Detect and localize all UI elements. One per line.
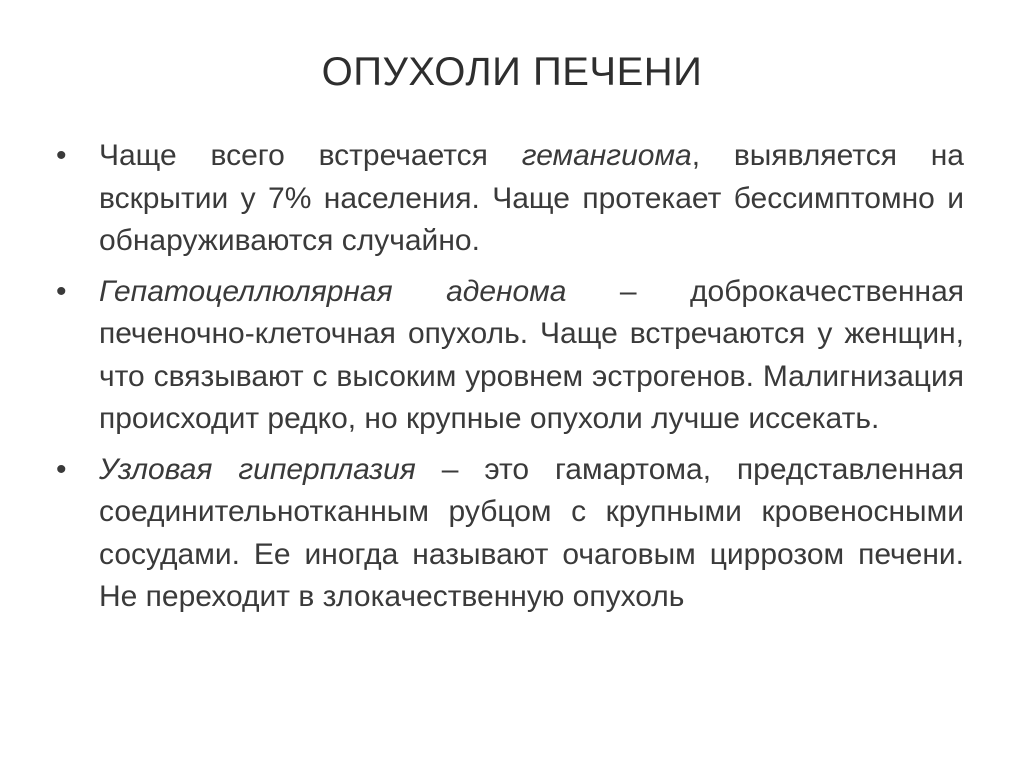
bullet-item-hemangioma	[52, 135, 964, 263]
bullet-marker: •	[56, 274, 67, 308]
bullet-item-nodular-hyperplasia	[52, 449, 964, 619]
bullet-body-text: – доброкачественная печеночно-клеточная опухоль. Чаще встречаются у женщин, что связывают с высоким уровнем эстрогенов. Малигнизация происходит редко, но крупные опухоли лучше иссекать.	[99, 274, 965, 435]
bullet-body-text: – это гамартома, представленная соединительнотканным рубцом с крупными кровеносными сосудами. Ее иногда называют очаговым циррозом печени. Не переходит в злокачественную опухоль	[99, 452, 964, 613]
slide-title: ОПУХОЛИ ПЕЧЕНИ	[321, 50, 703, 94]
bullet-body-text: , выявляется на вскрытии у 7% населения. Чаще протекает бессимптомно и обнаруживаются случайно.	[99, 139, 964, 257]
bullet-marker: •	[56, 452, 67, 486]
bullet-term: Узловая гиперплазия	[99, 452, 416, 486]
bullet-term: гемангиома	[521, 139, 692, 172]
bullet-term: Гепатоцеллюлярная аденома	[99, 274, 567, 308]
bullet-item-adenoma	[52, 271, 964, 441]
bullet-marker: •	[56, 139, 67, 172]
bullet-lead-text: Чаще всего встречается	[99, 139, 522, 172]
bullet-list	[52, 135, 964, 627]
